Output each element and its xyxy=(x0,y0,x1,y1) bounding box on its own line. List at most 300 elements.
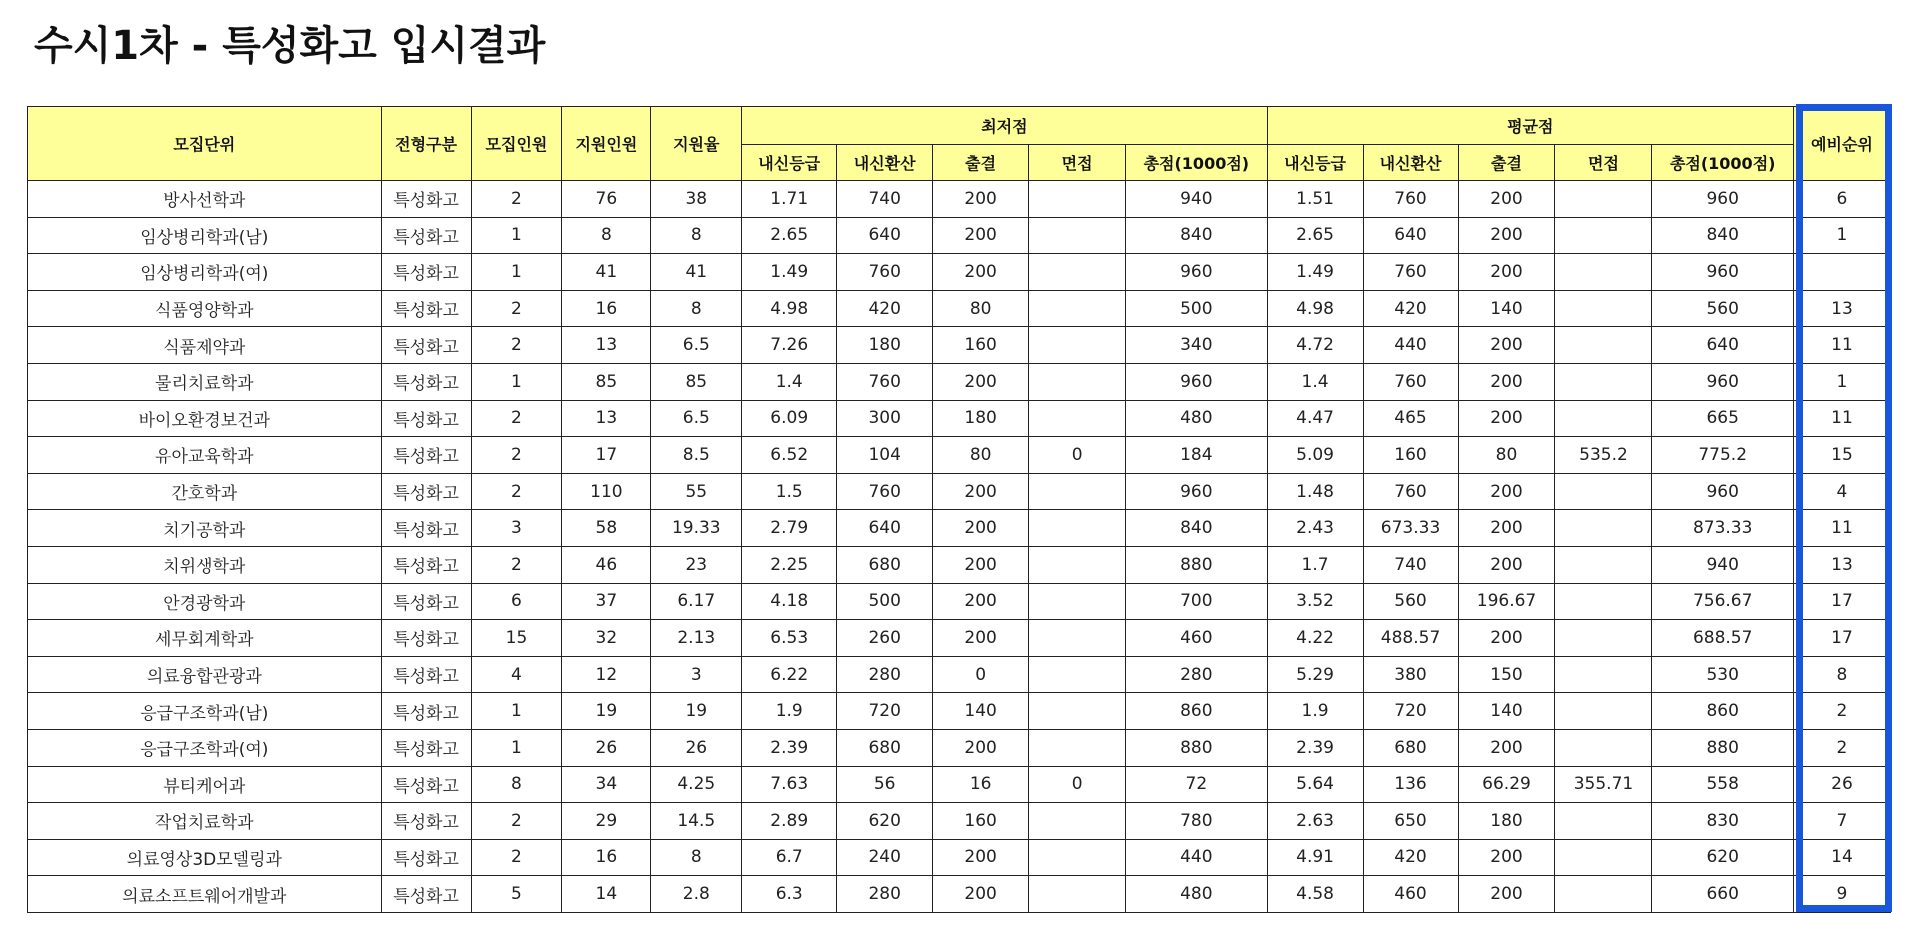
cell-avg-attendance: 200 xyxy=(1458,620,1555,657)
cell-avg-total: 530 xyxy=(1652,656,1793,693)
cell-avg-grade: 4.58 xyxy=(1267,876,1363,913)
cell-min-attendance: 200 xyxy=(933,839,1029,876)
cell-min-grade: 6.22 xyxy=(742,656,837,693)
table-row xyxy=(28,546,1891,583)
cell-min-attendance: 200 xyxy=(933,181,1029,218)
cell-min-grade: 2.65 xyxy=(742,217,837,254)
cell-avg-grade: 2.63 xyxy=(1267,803,1363,840)
cell-rank: 14 xyxy=(1793,839,1890,876)
cell-min-total: 480 xyxy=(1126,876,1267,913)
cell-avg-grade: 4.98 xyxy=(1267,290,1363,327)
cell-quota: 5 xyxy=(471,876,562,913)
cell-unit: 임상병리학과(남) xyxy=(28,217,382,254)
cell-avg-converted: 460 xyxy=(1363,876,1458,913)
cell-rank: 7 xyxy=(1793,803,1890,840)
cell-type: 특성화고 xyxy=(381,254,471,291)
cell-min-grade: 7.26 xyxy=(742,327,837,364)
cell-min-converted: 260 xyxy=(837,620,933,657)
cell-avg-grade: 5.64 xyxy=(1267,766,1363,803)
cell-quota: 1 xyxy=(471,363,562,400)
cell-applicants: 41 xyxy=(562,254,651,291)
cell-unit: 의료영상3D모델링과 xyxy=(28,839,382,876)
cell-avg-total: 830 xyxy=(1652,803,1793,840)
cell-ratio: 85 xyxy=(651,363,742,400)
cell-applicants: 58 xyxy=(562,510,651,547)
cell-min-attendance: 200 xyxy=(933,729,1029,766)
cell-applicants: 8 xyxy=(562,217,651,254)
cell-min-attendance: 160 xyxy=(933,327,1029,364)
cell-min-interview xyxy=(1029,839,1126,876)
cell-avg-interview xyxy=(1555,839,1652,876)
cell-rank: 13 xyxy=(1793,546,1890,583)
cell-min-grade: 7.63 xyxy=(742,766,837,803)
cell-min-grade: 6.52 xyxy=(742,437,837,474)
cell-unit: 의료소프트웨어개발과 xyxy=(28,876,382,913)
cell-min-total: 780 xyxy=(1126,803,1267,840)
cell-quota: 2 xyxy=(471,803,562,840)
cell-avg-converted: 760 xyxy=(1363,181,1458,218)
cell-avg-attendance: 150 xyxy=(1458,656,1555,693)
table-row xyxy=(28,510,1891,547)
cell-rank: 17 xyxy=(1793,583,1890,620)
cell-avg-attendance: 200 xyxy=(1458,363,1555,400)
cell-avg-total: 960 xyxy=(1652,473,1793,510)
cell-rank: 17 xyxy=(1793,620,1890,657)
cell-ratio: 2.8 xyxy=(651,876,742,913)
cell-min-total: 840 xyxy=(1126,510,1267,547)
cell-min-attendance: 200 xyxy=(933,473,1029,510)
cell-avg-attendance: 140 xyxy=(1458,290,1555,327)
cell-min-interview xyxy=(1029,363,1126,400)
cell-type: 특성화고 xyxy=(381,181,471,218)
table-row xyxy=(28,217,1891,254)
cell-avg-total: 960 xyxy=(1652,254,1793,291)
cell-min-total: 880 xyxy=(1126,729,1267,766)
cell-min-attendance: 200 xyxy=(933,876,1029,913)
cell-avg-interview xyxy=(1555,400,1652,437)
cell-avg-attendance: 200 xyxy=(1458,839,1555,876)
cell-type: 특성화고 xyxy=(381,400,471,437)
cell-type: 특성화고 xyxy=(381,217,471,254)
cell-avg-attendance: 200 xyxy=(1458,217,1555,254)
cell-min-grade: 1.9 xyxy=(742,693,837,730)
cell-min-total: 860 xyxy=(1126,693,1267,730)
cell-avg-interview xyxy=(1555,583,1652,620)
cell-quota: 1 xyxy=(471,254,562,291)
cell-avg-total: 940 xyxy=(1652,546,1793,583)
cell-min-interview xyxy=(1029,620,1126,657)
cell-avg-attendance: 66.29 xyxy=(1458,766,1555,803)
cell-rank: 11 xyxy=(1793,510,1890,547)
header-rank: 예비순위 xyxy=(1793,107,1890,181)
cell-applicants: 16 xyxy=(562,290,651,327)
cell-type: 특성화고 xyxy=(381,803,471,840)
cell-avg-interview xyxy=(1555,876,1652,913)
cell-min-converted: 104 xyxy=(837,437,933,474)
cell-quota: 1 xyxy=(471,217,562,254)
cell-quota: 2 xyxy=(471,839,562,876)
cell-avg-interview: 535.2 xyxy=(1555,437,1652,474)
header-avg-grade: 내신등급 xyxy=(1267,145,1363,181)
cell-avg-interview xyxy=(1555,693,1652,730)
header-min-attendance: 출결 xyxy=(933,145,1029,181)
cell-unit: 식품영양학과 xyxy=(28,290,382,327)
cell-rank: 1 xyxy=(1793,363,1890,400)
cell-quota: 2 xyxy=(471,181,562,218)
cell-unit: 응급구조학과(남) xyxy=(28,693,382,730)
cell-min-grade: 6.3 xyxy=(742,876,837,913)
cell-min-total: 460 xyxy=(1126,620,1267,657)
cell-unit: 유아교육학과 xyxy=(28,437,382,474)
cell-min-interview: 0 xyxy=(1029,766,1126,803)
cell-type: 특성화고 xyxy=(381,583,471,620)
cell-avg-total: 660 xyxy=(1652,876,1793,913)
cell-type: 특성화고 xyxy=(381,839,471,876)
table-row xyxy=(28,656,1891,693)
cell-applicants: 85 xyxy=(562,363,651,400)
cell-avg-converted: 720 xyxy=(1363,693,1458,730)
cell-min-converted: 180 xyxy=(837,327,933,364)
cell-type: 특성화고 xyxy=(381,473,471,510)
cell-rank: 6 xyxy=(1793,181,1890,218)
cell-avg-attendance: 200 xyxy=(1458,400,1555,437)
cell-rank: 8 xyxy=(1793,656,1890,693)
cell-quota: 2 xyxy=(471,437,562,474)
cell-avg-attendance: 200 xyxy=(1458,876,1555,913)
cell-avg-total: 880 xyxy=(1652,729,1793,766)
cell-min-grade: 2.25 xyxy=(742,546,837,583)
cell-avg-total: 960 xyxy=(1652,181,1793,218)
cell-unit: 물리치료학과 xyxy=(28,363,382,400)
cell-avg-total: 873.33 xyxy=(1652,510,1793,547)
cell-avg-attendance: 80 xyxy=(1458,437,1555,474)
cell-ratio: 6.17 xyxy=(651,583,742,620)
cell-min-converted: 760 xyxy=(837,473,933,510)
cell-avg-interview xyxy=(1555,803,1652,840)
cell-avg-total: 775.2 xyxy=(1652,437,1793,474)
header-min-group: 최저점 xyxy=(742,107,1267,145)
cell-min-interview xyxy=(1029,400,1126,437)
cell-avg-attendance: 196.67 xyxy=(1458,583,1555,620)
cell-avg-grade: 1.9 xyxy=(1267,693,1363,730)
cell-rank: 15 xyxy=(1793,437,1890,474)
cell-avg-converted: 760 xyxy=(1363,363,1458,400)
cell-min-converted: 280 xyxy=(837,876,933,913)
cell-ratio: 26 xyxy=(651,729,742,766)
cell-avg-converted: 650 xyxy=(1363,803,1458,840)
cell-quota: 2 xyxy=(471,290,562,327)
cell-min-interview xyxy=(1029,546,1126,583)
cell-rank: 9 xyxy=(1793,876,1890,913)
cell-avg-attendance: 180 xyxy=(1458,803,1555,840)
cell-type: 특성화고 xyxy=(381,620,471,657)
cell-applicants: 17 xyxy=(562,437,651,474)
header-avg-converted: 내신환산 xyxy=(1363,145,1458,181)
cell-avg-grade: 4.72 xyxy=(1267,327,1363,364)
cell-avg-total: 688.57 xyxy=(1652,620,1793,657)
cell-avg-converted: 380 xyxy=(1363,656,1458,693)
cell-quota: 3 xyxy=(471,510,562,547)
header-type: 전형구분 xyxy=(381,107,471,181)
cell-avg-converted: 760 xyxy=(1363,473,1458,510)
cell-unit: 간호학과 xyxy=(28,473,382,510)
cell-unit: 작업치료학과 xyxy=(28,803,382,840)
cell-avg-grade: 1.51 xyxy=(1267,181,1363,218)
cell-quota: 8 xyxy=(471,766,562,803)
cell-min-interview xyxy=(1029,656,1126,693)
cell-ratio: 2.13 xyxy=(651,620,742,657)
cell-avg-interview xyxy=(1555,473,1652,510)
cell-avg-attendance: 200 xyxy=(1458,729,1555,766)
cell-applicants: 29 xyxy=(562,803,651,840)
table-row xyxy=(28,839,1891,876)
cell-unit: 바이오환경보건과 xyxy=(28,400,382,437)
cell-applicants: 19 xyxy=(562,693,651,730)
cell-min-converted: 420 xyxy=(837,290,933,327)
header-avg-attendance: 출결 xyxy=(1458,145,1555,181)
cell-avg-grade: 2.39 xyxy=(1267,729,1363,766)
page-title: 수시1차 - 특성화고 입시결과 xyxy=(34,23,546,69)
header-min-converted: 내신환산 xyxy=(837,145,933,181)
cell-min-converted: 760 xyxy=(837,254,933,291)
cell-avg-total: 560 xyxy=(1652,290,1793,327)
cell-rank: 13 xyxy=(1793,290,1890,327)
cell-ratio: 3 xyxy=(651,656,742,693)
cell-avg-total: 840 xyxy=(1652,217,1793,254)
cell-min-total: 960 xyxy=(1126,254,1267,291)
cell-unit: 뷰티케어과 xyxy=(28,766,382,803)
cell-min-attendance: 200 xyxy=(933,583,1029,620)
cell-avg-converted: 740 xyxy=(1363,546,1458,583)
cell-ratio: 8.5 xyxy=(651,437,742,474)
cell-avg-interview xyxy=(1555,254,1652,291)
cell-avg-converted: 760 xyxy=(1363,254,1458,291)
cell-ratio: 8 xyxy=(651,839,742,876)
cell-min-converted: 680 xyxy=(837,546,933,583)
cell-type: 특성화고 xyxy=(381,876,471,913)
cell-min-grade: 2.39 xyxy=(742,729,837,766)
cell-min-attendance: 160 xyxy=(933,803,1029,840)
cell-quota: 6 xyxy=(471,583,562,620)
cell-min-converted: 640 xyxy=(837,510,933,547)
cell-unit: 의료융합관광과 xyxy=(28,656,382,693)
cell-min-converted: 240 xyxy=(837,839,933,876)
cell-min-total: 72 xyxy=(1126,766,1267,803)
cell-applicants: 26 xyxy=(562,729,651,766)
table-row xyxy=(28,693,1891,730)
cell-rank: 11 xyxy=(1793,327,1890,364)
cell-min-attendance: 200 xyxy=(933,510,1029,547)
cell-rank: 4 xyxy=(1793,473,1890,510)
cell-avg-converted: 160 xyxy=(1363,437,1458,474)
table-row xyxy=(28,473,1891,510)
cell-rank: 1 xyxy=(1793,217,1890,254)
cell-min-total: 480 xyxy=(1126,400,1267,437)
table-row xyxy=(28,437,1891,474)
cell-min-grade: 4.98 xyxy=(742,290,837,327)
cell-avg-attendance: 200 xyxy=(1458,181,1555,218)
header-unit: 모집단위 xyxy=(28,107,382,181)
cell-min-converted: 740 xyxy=(837,181,933,218)
cell-avg-converted: 560 xyxy=(1363,583,1458,620)
cell-min-converted: 280 xyxy=(837,656,933,693)
cell-avg-total: 620 xyxy=(1652,839,1793,876)
cell-avg-grade: 4.91 xyxy=(1267,839,1363,876)
cell-unit: 식품제약과 xyxy=(28,327,382,364)
cell-min-converted: 680 xyxy=(837,729,933,766)
cell-quota: 1 xyxy=(471,693,562,730)
cell-min-interview xyxy=(1029,254,1126,291)
cell-min-attendance: 0 xyxy=(933,656,1029,693)
cell-unit: 치기공학과 xyxy=(28,510,382,547)
cell-min-attendance: 16 xyxy=(933,766,1029,803)
cell-avg-interview xyxy=(1555,363,1652,400)
cell-min-attendance: 200 xyxy=(933,546,1029,583)
cell-avg-interview xyxy=(1555,290,1652,327)
cell-applicants: 32 xyxy=(562,620,651,657)
cell-applicants: 34 xyxy=(562,766,651,803)
cell-avg-attendance: 200 xyxy=(1458,473,1555,510)
cell-avg-converted: 136 xyxy=(1363,766,1458,803)
cell-min-attendance: 200 xyxy=(933,620,1029,657)
cell-avg-converted: 640 xyxy=(1363,217,1458,254)
cell-min-total: 960 xyxy=(1126,363,1267,400)
cell-rank: 2 xyxy=(1793,729,1890,766)
cell-min-total: 184 xyxy=(1126,437,1267,474)
cell-applicants: 16 xyxy=(562,839,651,876)
table-row xyxy=(28,327,1891,364)
cell-avg-interview xyxy=(1555,656,1652,693)
cell-min-total: 840 xyxy=(1126,217,1267,254)
cell-quota: 4 xyxy=(471,656,562,693)
cell-avg-interview xyxy=(1555,181,1652,218)
cell-min-interview xyxy=(1029,217,1126,254)
cell-ratio: 41 xyxy=(651,254,742,291)
cell-applicants: 46 xyxy=(562,546,651,583)
cell-rank xyxy=(1793,254,1890,291)
cell-min-total: 880 xyxy=(1126,546,1267,583)
cell-min-interview: 0 xyxy=(1029,437,1126,474)
cell-type: 특성화고 xyxy=(381,729,471,766)
cell-avg-grade: 2.65 xyxy=(1267,217,1363,254)
cell-min-interview xyxy=(1029,181,1126,218)
cell-applicants: 13 xyxy=(562,400,651,437)
cell-type: 특성화고 xyxy=(381,363,471,400)
cell-avg-interview: 355.71 xyxy=(1555,766,1652,803)
cell-avg-total: 960 xyxy=(1652,363,1793,400)
cell-avg-grade: 1.49 xyxy=(1267,254,1363,291)
cell-min-attendance: 80 xyxy=(933,437,1029,474)
cell-ratio: 19 xyxy=(651,693,742,730)
cell-ratio: 38 xyxy=(651,181,742,218)
cell-min-total: 500 xyxy=(1126,290,1267,327)
cell-min-converted: 300 xyxy=(837,400,933,437)
cell-avg-total: 640 xyxy=(1652,327,1793,364)
cell-avg-interview xyxy=(1555,546,1652,583)
cell-unit: 안경광학과 xyxy=(28,583,382,620)
cell-avg-grade: 1.7 xyxy=(1267,546,1363,583)
cell-quota: 2 xyxy=(471,400,562,437)
cell-min-interview xyxy=(1029,729,1126,766)
cell-avg-converted: 420 xyxy=(1363,839,1458,876)
cell-avg-attendance: 140 xyxy=(1458,693,1555,730)
cell-applicants: 37 xyxy=(562,583,651,620)
cell-type: 특성화고 xyxy=(381,437,471,474)
cell-avg-converted: 420 xyxy=(1363,290,1458,327)
cell-min-interview xyxy=(1029,583,1126,620)
cell-min-attendance: 200 xyxy=(933,217,1029,254)
cell-min-converted: 56 xyxy=(837,766,933,803)
cell-ratio: 8 xyxy=(651,290,742,327)
cell-min-grade: 6.53 xyxy=(742,620,837,657)
cell-avg-grade: 1.4 xyxy=(1267,363,1363,400)
table-row xyxy=(28,803,1891,840)
cell-type: 특성화고 xyxy=(381,546,471,583)
cell-ratio: 6.5 xyxy=(651,327,742,364)
cell-avg-interview xyxy=(1555,327,1652,364)
cell-applicants: 76 xyxy=(562,181,651,218)
cell-type: 특성화고 xyxy=(381,290,471,327)
table-row xyxy=(28,400,1891,437)
cell-min-converted: 500 xyxy=(837,583,933,620)
cell-unit: 임상병리학과(여) xyxy=(28,254,382,291)
header-avg-group: 평균점 xyxy=(1267,107,1793,145)
cell-min-interview xyxy=(1029,693,1126,730)
cell-applicants: 13 xyxy=(562,327,651,364)
cell-min-grade: 1.49 xyxy=(742,254,837,291)
header-ratio: 지원율 xyxy=(651,107,742,181)
cell-min-converted: 760 xyxy=(837,363,933,400)
cell-avg-attendance: 200 xyxy=(1458,254,1555,291)
cell-avg-grade: 5.29 xyxy=(1267,656,1363,693)
cell-applicants: 110 xyxy=(562,473,651,510)
table-row xyxy=(28,729,1891,766)
table-row xyxy=(28,363,1891,400)
cell-avg-converted: 673.33 xyxy=(1363,510,1458,547)
cell-min-converted: 620 xyxy=(837,803,933,840)
cell-applicants: 12 xyxy=(562,656,651,693)
cell-min-grade: 1.4 xyxy=(742,363,837,400)
cell-quota: 2 xyxy=(471,473,562,510)
cell-type: 특성화고 xyxy=(381,656,471,693)
header-min-total: 총점(1000점) xyxy=(1126,145,1267,181)
cell-min-attendance: 180 xyxy=(933,400,1029,437)
cell-avg-interview xyxy=(1555,217,1652,254)
header-min-grade: 내신등급 xyxy=(742,145,837,181)
cell-min-interview xyxy=(1029,510,1126,547)
cell-unit: 치위생학과 xyxy=(28,546,382,583)
results-table xyxy=(27,106,1891,913)
cell-min-interview xyxy=(1029,803,1126,840)
cell-rank: 26 xyxy=(1793,766,1890,803)
cell-avg-attendance: 200 xyxy=(1458,510,1555,547)
cell-min-total: 440 xyxy=(1126,839,1267,876)
cell-min-interview xyxy=(1029,876,1126,913)
cell-avg-grade: 1.48 xyxy=(1267,473,1363,510)
cell-avg-converted: 488.57 xyxy=(1363,620,1458,657)
cell-avg-grade: 4.22 xyxy=(1267,620,1363,657)
cell-avg-converted: 440 xyxy=(1363,327,1458,364)
cell-min-attendance: 200 xyxy=(933,254,1029,291)
cell-unit: 세무회계학과 xyxy=(28,620,382,657)
cell-min-attendance: 140 xyxy=(933,693,1029,730)
table-row xyxy=(28,583,1891,620)
cell-ratio: 19.33 xyxy=(651,510,742,547)
header-min-interview: 면접 xyxy=(1029,145,1126,181)
header-avg-total: 총점(1000점) xyxy=(1652,145,1793,181)
cell-min-total: 940 xyxy=(1126,181,1267,218)
cell-min-grade: 6.09 xyxy=(742,400,837,437)
